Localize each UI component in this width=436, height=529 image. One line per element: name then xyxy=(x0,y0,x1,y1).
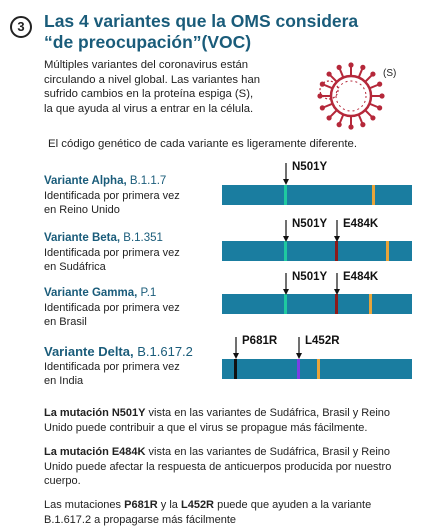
variant-code: P.1 xyxy=(140,287,157,299)
genome-bar-gamma xyxy=(222,294,412,314)
virus-spike-tip xyxy=(360,122,365,127)
genome-bar-alpha xyxy=(222,185,412,205)
virus-spike-tip xyxy=(348,62,353,67)
mutation-mark-orange xyxy=(317,359,320,379)
genome-bar-delta xyxy=(222,359,412,379)
arrow-down-icon xyxy=(283,163,289,190)
variant-name: Variante Beta, xyxy=(44,232,121,244)
mutation-mark-orange xyxy=(386,241,389,261)
note-e484k xyxy=(44,445,424,489)
step-number-badge: 3 xyxy=(10,16,32,38)
variant-desc: en Brasil xyxy=(44,316,87,328)
title-line-1: Las 4 variantes que la OMS considera xyxy=(44,11,359,31)
note-bold: P681R xyxy=(124,499,158,511)
variant-alpha-info xyxy=(44,174,204,218)
virus-spike-tip xyxy=(379,93,384,98)
virus-spike-tip xyxy=(320,105,325,110)
virus-spike-tip xyxy=(370,71,375,76)
mutation-label: E484K xyxy=(343,218,379,230)
variant-code: B.1.1.7 xyxy=(129,175,167,187)
arrow-down-icon xyxy=(233,337,239,364)
note-text: B.1.617.2 a propagarse más fácilmente xyxy=(44,513,237,526)
intro-line: la que ayuda al virus a entrar en la célula. xyxy=(44,102,254,115)
mutation-label: P681R xyxy=(242,335,278,347)
note-text: vista en las variantes de Sudáfrica, Brasil y Reino xyxy=(145,407,391,419)
note-text: y la xyxy=(157,499,181,511)
variant-desc: Identificada por primera vez xyxy=(44,189,180,202)
variant-name: Variante Gamma, xyxy=(44,287,138,299)
variant-beta-info xyxy=(44,231,204,275)
mutation-label: N501Y xyxy=(292,218,328,230)
title-line-2: “de preocupación”(VOC) xyxy=(44,32,252,52)
note-p681r-l452r xyxy=(44,498,424,527)
arrow-down-icon xyxy=(334,273,340,300)
mutation-label: N501Y xyxy=(292,271,328,283)
variant-name: Variante Delta, xyxy=(44,344,134,359)
mutation-label: E484K xyxy=(343,271,379,283)
mutation-label: L452R xyxy=(305,335,340,347)
virus-spike-tip xyxy=(337,65,342,70)
virus-spike-tip xyxy=(337,122,342,127)
note-text: vista en las variantes de Sudáfrica, Brasil y Reino xyxy=(145,446,391,458)
note-n501y xyxy=(44,406,424,435)
variant-desc: Identificada por primera vez xyxy=(44,301,180,314)
variant-delta-info xyxy=(44,345,204,389)
virus-spike-tip xyxy=(326,71,331,76)
virus-spike-tip xyxy=(377,82,382,87)
arrow-down-icon xyxy=(283,273,289,300)
note-text: Unido puede contribuir a que el virus se propague más fácilmente. xyxy=(44,421,368,434)
mutation-label: N501Y xyxy=(292,161,328,173)
virus-spike-tip xyxy=(370,115,375,120)
note-bold: La mutación E484K xyxy=(44,446,146,458)
note-bold: L452R xyxy=(180,499,215,511)
virus-spike-tip xyxy=(377,105,382,110)
virus-spike-tip xyxy=(326,115,331,120)
page-title xyxy=(44,11,384,53)
note-bold: La mutación N501Y xyxy=(44,407,146,419)
variant-name: Variante Alpha, xyxy=(44,175,127,187)
variant-desc: en Sudáfrica xyxy=(44,261,106,273)
mutation-mark-orange xyxy=(372,185,375,205)
variant-gamma-info xyxy=(44,286,204,330)
variant-desc: Identificada por primera vez xyxy=(44,246,180,259)
virus-spike-tip xyxy=(360,65,365,70)
note-text: Unido puede afectar la respuesta de anticuerpos producida por nuestro xyxy=(44,460,392,473)
intro-text xyxy=(44,58,269,116)
variant-code: B.1.617.2 xyxy=(137,344,193,359)
variant-desc: en India xyxy=(44,375,84,387)
arrow-down-icon xyxy=(334,220,340,247)
diagram-subtitle: El código genético de cada variante es ligeramente diferente. xyxy=(48,138,358,150)
virus-body xyxy=(331,76,371,116)
note-text: cuerpo. xyxy=(44,475,81,487)
arrow-down-icon xyxy=(283,220,289,247)
coronavirus-illustration xyxy=(296,54,406,134)
intro-line: circulando a nivel global. Las variantes han xyxy=(44,73,261,86)
note-text: Las mutaciones xyxy=(44,499,125,511)
variant-desc: Identificada por primera vez xyxy=(44,360,180,373)
arrow-down-icon xyxy=(296,337,302,364)
mutation-mark-orange xyxy=(369,294,372,314)
virus-spike-tip xyxy=(348,124,353,129)
note-text: puede que ayuden a la variante xyxy=(214,499,372,511)
genome-bar-beta xyxy=(222,241,412,261)
variant-desc: en Reino Unido xyxy=(44,204,120,216)
intro-line: Múltiples variantes del coronavirus están xyxy=(44,59,249,71)
spike-protein-label: (S) xyxy=(383,68,397,79)
intro-line: sufrido cambios en la proteína espiga (S), xyxy=(44,88,254,100)
variant-code: B.1.351 xyxy=(123,232,163,244)
